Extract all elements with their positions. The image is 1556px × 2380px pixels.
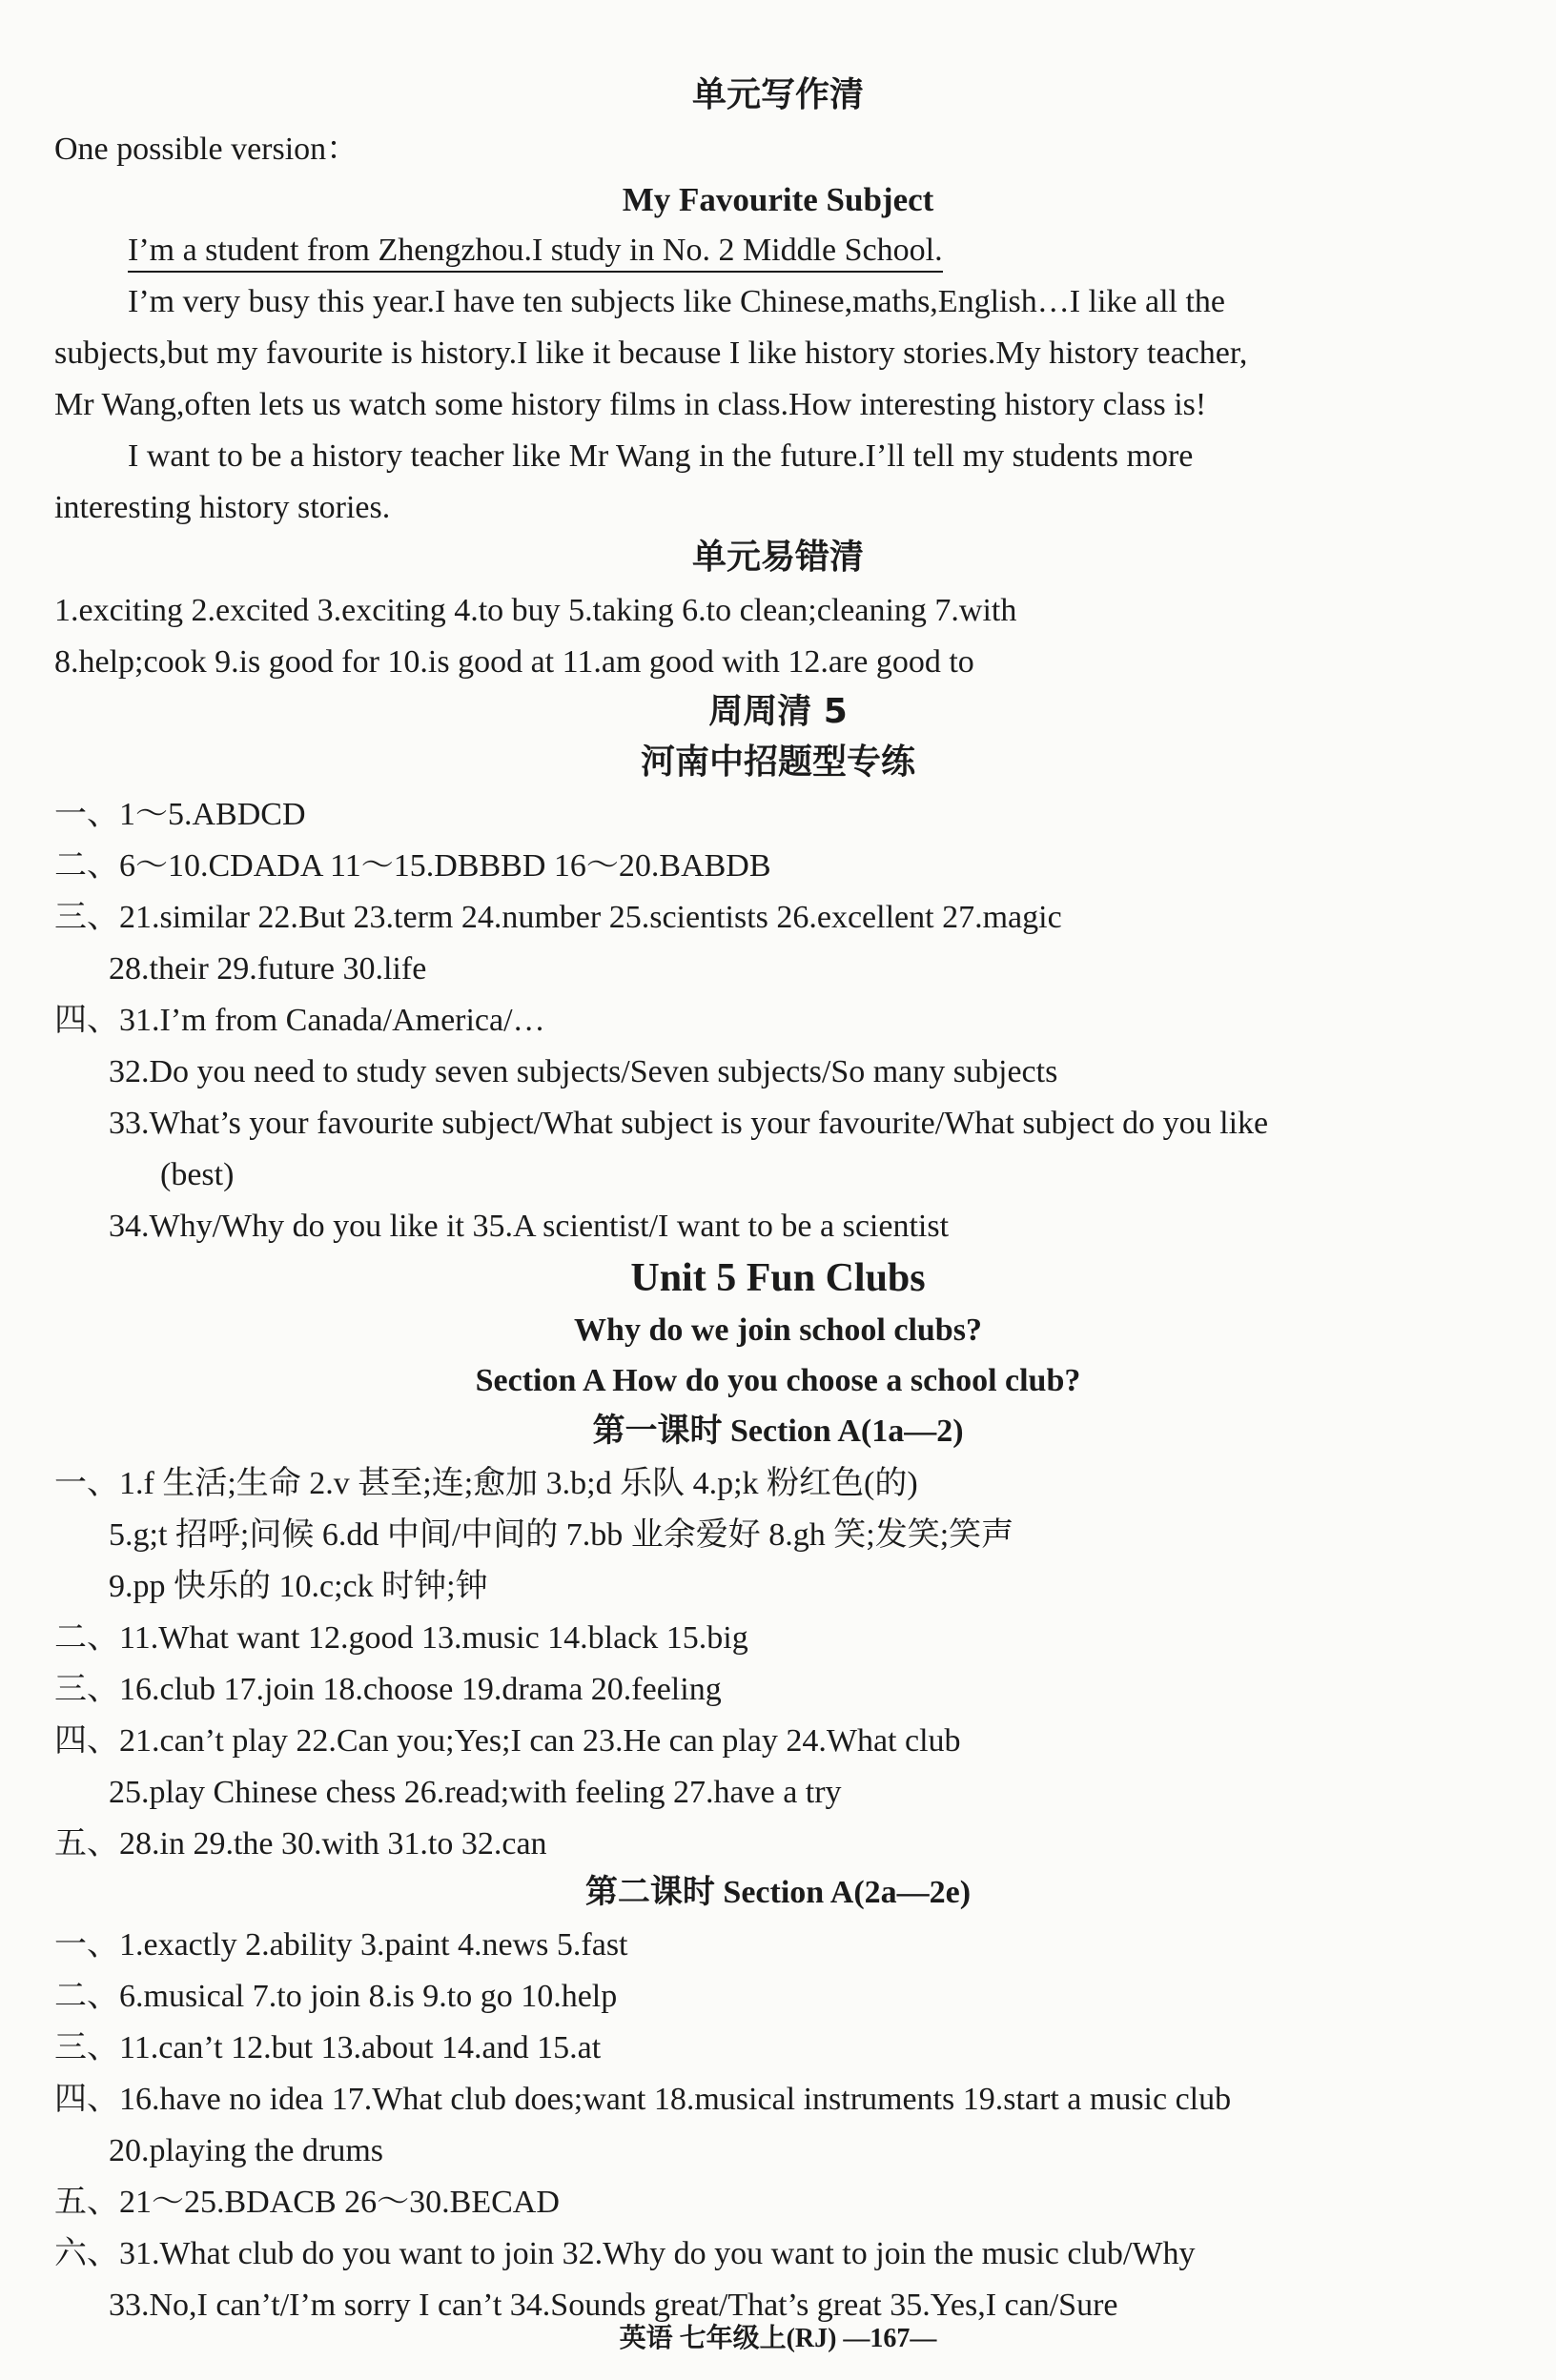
weekly-line-8: (best)	[160, 1157, 235, 1192]
lesson2-line-6: 五、21～25.BDACB 26～30.BECAD	[54, 2185, 560, 2220]
essay-line-3: subjects,but my favourite is history.I like it because I like history stories.My history teacher,	[54, 336, 1248, 371]
lesson2-heading: 第二课时 Section A(2a—2e)	[584, 1875, 972, 1910]
lesson2-line-4: 四、16.have no idea 17.What club does;want 18.musical instruments 19.start a music club	[54, 2082, 1232, 2117]
page-footer: 英语 七年级上(RJ) —167—	[619, 2324, 937, 2353]
lesson1-line-6: 四、21.can’t play 22.Can you;Yes;I can 23.He can play 24.What club	[54, 1723, 961, 1759]
essay-line-1: I’m a student from Zhengzhou.I study in No. 2 Middle School.	[128, 233, 943, 273]
lesson1-line-8: 五、28.in 29.the 30.with 31.to 32.can	[54, 1826, 547, 1861]
weekly-line-4: 28.their 29.future 30.life	[109, 951, 427, 987]
lesson1-line-3: 9.pp 快乐的 10.c;ck 时钟;钟	[109, 1569, 488, 1604]
lesson2-line-5: 20.playing the drums	[109, 2133, 384, 2168]
writing-heading: 单元写作清	[691, 75, 864, 114]
section-title: Section A How do you choose a school club?	[475, 1363, 1081, 1398]
weekly-subheading: 河南中招题型专练	[640, 742, 915, 782]
lesson2-line-1: 一、1.exactly 2.ability 3.paint 4.news 5.fast	[54, 1927, 628, 1963]
weekly-line-5: 四、31.I’m from Canada/America/…	[54, 1003, 545, 1038]
lesson2-line-8: 33.No,I can’t/I’m sorry I can’t 34.Sounds great/That’s great 35.Yes,I can/Sure	[109, 2288, 1118, 2323]
lesson1-line-2: 5.g;t 招呼;问候 6.dd 中间/中间的 7.bb 业余爱好 8.gh 笑;发笑;笑声	[109, 1517, 1014, 1553]
mistakes-line-1: 1.exciting 2.excited 3.exciting 4.to buy 5.taking 6.to clean;cleaning 7.with	[54, 593, 1017, 628]
essay-line-5: I want to be a history teacher like Mr Wang in the future.I’ll tell my students more	[128, 438, 1194, 474]
weekly-line-3: 三、21.similar 22.But 23.term 24.number 25.scientists 26.excellent 27.magic	[54, 900, 1062, 935]
weekly-heading: 周周清 5	[708, 692, 848, 731]
lesson2-line-2: 二、6.musical 7.to join 8.is 9.to go 10.help	[54, 1979, 618, 2014]
lesson2-line-7: 六、31.What club do you want to join 32.Why do you want to join the music club/Why	[54, 2236, 1196, 2271]
weekly-line-7: 33.What’s your favourite subject/What subject is your favourite/What subject do you like	[109, 1106, 1269, 1141]
mistakes-line-2: 8.help;cook 9.is good for 10.is good at 11.am good with 12.are good to	[54, 644, 974, 680]
lesson1-heading: 第一课时 Section A(1a—2)	[592, 1414, 964, 1449]
essay-line-6: interesting history stories.	[54, 490, 391, 525]
weekly-line-2: 二、6～10.CDADA 11～15.DBBBD 16～20.BABDB	[54, 848, 771, 884]
unit-question: Why do we join school clubs?	[574, 1312, 982, 1348]
lesson1-line-5: 三、16.club 17.join 18.choose 19.drama 20.feeling	[54, 1672, 722, 1707]
essay-line-4: Mr Wang,often lets us watch some history films in class.How interesting history class is!	[54, 387, 1207, 422]
unit-title: Unit 5 Fun Clubs	[630, 1256, 926, 1300]
weekly-line-6: 32.Do you need to study seven subjects/Seven subjects/So many subjects	[109, 1054, 1058, 1089]
lesson1-line-4: 二、11.What want 12.good 13.music 14.black 15.big	[54, 1620, 748, 1656]
essay-title: My Favourite Subject	[622, 181, 934, 218]
weekly-line-9: 34.Why/Why do you like it 35.A scientist/I want to be a scientist	[109, 1209, 950, 1244]
lesson2-line-3: 三、11.can’t 12.but 13.about 14.and 15.at	[54, 2030, 602, 2065]
weekly-line-1: 一、1～5.ABDCD	[54, 797, 306, 832]
mistakes-heading: 单元易错清	[691, 538, 864, 577]
lesson1-line-7: 25.play Chinese chess 26.read;with feeling 27.have a try	[109, 1775, 842, 1810]
lesson1-line-1: 一、1.f 生活;生命 2.v 甚至;连;愈加 3.b;d 乐队 4.p;k 粉红色(的)	[54, 1466, 918, 1501]
essay-line-2: I’m very busy this year.I have ten subjects like Chinese,maths,English…I like all the	[128, 284, 1226, 319]
writing-intro: One possible version：	[54, 132, 359, 167]
